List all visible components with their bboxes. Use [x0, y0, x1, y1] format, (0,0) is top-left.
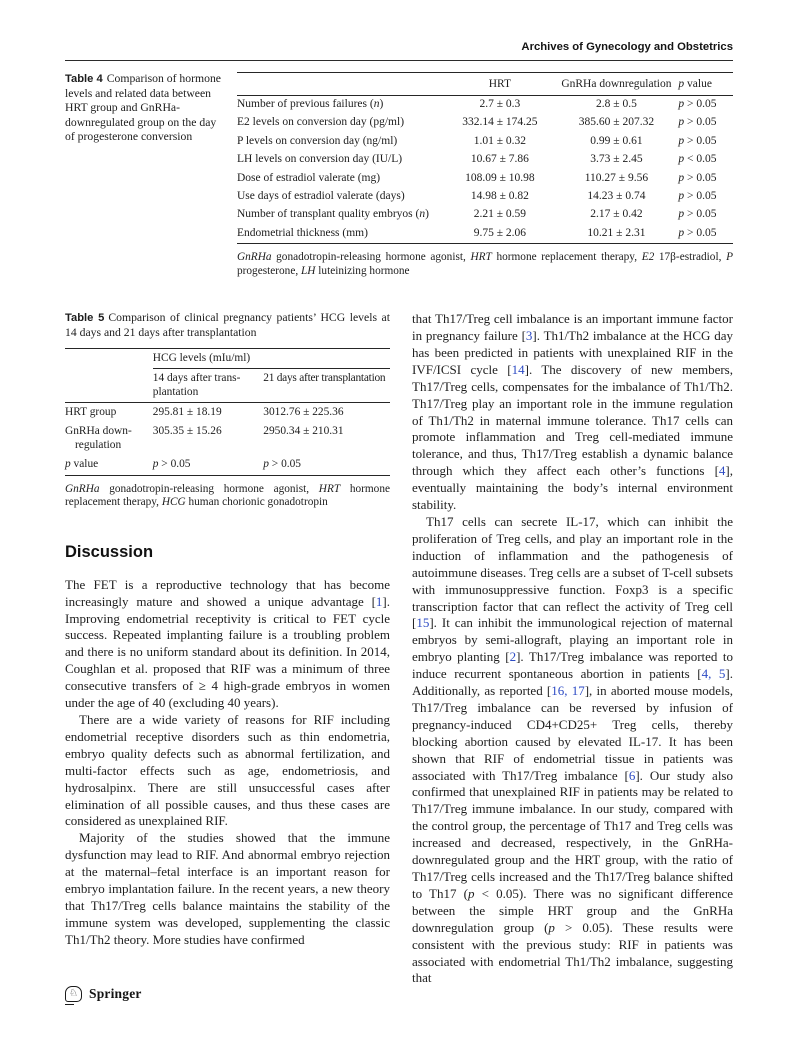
table4-head	[237, 73, 733, 96]
discussion-paragraph: There are a wide variety of reasons for RIF including endometrial receptive disorders such as thin endometria, embryo quality defects such as abnormal fertilization, and multi-factor effects such as age, endometriosis, and hydrosalpinx. There are still unsuccessful cases after elimination of all possible causes, and thus these cases are considered as unexplained RIF.	[65, 711, 390, 829]
table-cell: 108.09 ± 10.98	[465, 171, 535, 184]
table4-header-row	[237, 73, 733, 96]
table-row	[237, 133, 733, 151]
table5-group-header-row	[65, 348, 390, 368]
table-cell: 0.99 ± 0.61	[590, 134, 643, 147]
table-cell: 2.21 ± 0.59	[473, 208, 527, 221]
table-cell: 10.21 ± 2.31	[587, 226, 646, 239]
running-head	[65, 41, 733, 61]
table-cell: E2 levels on conversion day (pg/ml)	[237, 116, 405, 129]
table5-subheader-row	[65, 369, 390, 403]
table4-caption-label: Table 4	[65, 73, 103, 85]
table5-group-header: HCG levels (mIu/ml)	[153, 348, 390, 368]
table-cell: p > 0.05	[152, 458, 191, 471]
discussion-paragraph: Majority of the studies showed that the immune dysfunction may lead to RIF. And abnormal embryo rejection at the maternal–fetal interface is an important reason for embryo implantation failure. In the recent years, a new theory that Th17/Treg cells balance maintains the stability of the immune system was developed, supplementing the classic Th1/Th2 theory. More studies have confirmed	[65, 830, 390, 947]
table-cell: p > 0.05	[678, 190, 717, 203]
table5	[65, 348, 390, 476]
table-cell: 10.67 ± 7.86	[470, 153, 529, 166]
table4-caption-text: Comparison of hormone levels and related data between HRT group and GnRHa-downregulated group on the day of progesterone conversion	[65, 72, 221, 144]
table-cell: 2.8 ± 0.5	[596, 98, 637, 111]
table-cell: 2.17 ± 0.42	[590, 208, 643, 221]
citation-link[interactable]: 14	[511, 361, 525, 377]
table-header-cell	[237, 73, 445, 96]
discussion-paragraph: The FET is a reproductive technology that has become increasingly mature and showed a unique advantage [1]. Improving endometrial receptivity is critical to FET cycle success. Repeated implanting failure is a troubling problem and there is no uniform standard about its definition. In 2014, Coughlan et al. proposed that RIF was a minimum of three consecutive transfers of ≥ 4 high-grade embryos in women under the age of 40 (excluding 40 years).	[65, 576, 390, 711]
two-column-text	[65, 311, 733, 987]
table-cell: 9.75 ± 2.06	[473, 226, 527, 239]
table-header-cell: p value	[678, 77, 712, 90]
citation-link[interactable]: 4, 5	[701, 666, 726, 682]
table-cell: Use days of estradiol valerate (days)	[237, 190, 405, 203]
table5-col-header: 21 days after transplantation	[263, 372, 386, 385]
discussion-heading: Discussion	[65, 542, 154, 561]
table-row	[237, 114, 733, 132]
table-cell: 3.73 ± 2.45	[590, 153, 643, 166]
citation-link[interactable]: 2	[509, 649, 517, 665]
table5-head	[65, 348, 390, 402]
table-row	[65, 402, 390, 422]
right-column	[412, 311, 733, 987]
citation-link[interactable]: 4	[718, 463, 726, 479]
citation-link[interactable]: 16, 17	[551, 683, 585, 699]
table5-caption	[65, 311, 390, 341]
table-row	[237, 188, 733, 206]
table-cell: 14.23 ± 0.74	[587, 190, 646, 203]
journal-title: Archives of Gynecology and Obstetrics	[521, 41, 733, 53]
table5-blank-cell	[65, 348, 153, 368]
table-cell: p value	[65, 458, 99, 471]
table4-caption	[65, 72, 225, 278]
table-cell: 295.81 ± 18.19	[152, 405, 222, 418]
table-cell: p < 0.05	[678, 153, 717, 166]
table-cell: p > 0.05	[678, 226, 717, 239]
table5-caption-text: Comparison of clinical pregnancy patients’ HCG levels at 14 days and 21 days after transplantation	[65, 311, 390, 339]
publisher-footer	[65, 986, 142, 1002]
table-cell: 2.7 ± 0.3	[479, 98, 521, 111]
table-cell: 1.01 ± 0.32	[473, 134, 527, 147]
table-cell: p > 0.05	[678, 134, 717, 147]
table5-caption-label: Table 5	[65, 312, 105, 325]
citation-link[interactable]: 1	[375, 593, 383, 609]
table-cell: Number of previous failures (n)	[237, 98, 384, 111]
table-cell: p > 0.05	[678, 98, 717, 111]
table-row	[237, 169, 733, 187]
table-cell: 2950.34 ± 210.31	[263, 425, 344, 438]
table4-footnote: GnRHa gonadotropin-releasing hormone agonist, HRT hormone replacement therapy, E2 17β-estradiol, P progesterone, LH luteinizing hormone	[237, 250, 733, 277]
table-cell: P levels on conversion day (ng/ml)	[237, 134, 398, 147]
discussion-paragraph: Th17 cells can secrete IL-17, which can inhibit the proliferation of Treg cells, and play an important role in the induction of inflammation and the pathogenesis of autoimmune diseases. Treg cells are a subset of T-cell subsets with immunosuppressive function. Foxp3 is a specific transcription factor that can reflect the activity of Treg cell [15]. It can inhibit the immunological rejection of maternal embryos by semi-allograft, playing an important role in embryo planting [2]. Th17/Treg imbalance was reported to induce recurrent spontaneous abortion in patients [4, 5]. Additionally, as reported [16, 17], in aborted mouse models, Th17/Treg imbalance can be reversed by infusion of pregnancy-induced CD4+CD25+ Treg cells, thereby blocking abortion caused by elevated IL-17. It has been shown that RIF of endometrial tissue in patients was associated with Th17/Treg imbalance [6]. Our study also confirmed that unexplained RIF in patients may be related to Th17/Treg immune imbalance. In our study, compared with the control group, the percentage of Th17 and Treg cells was increased and decreased, respectively, in the GnRHa-downregulated group and the HRT group, with the ratio of Th17/Treg cells increased and the Th17/Treg balance shifted to Th17 (p < 0.05). There was no significant difference between the simple HRT group and the GnRHa downregulation group (p > 0.05). These results were consistent with the previous study: RIF in patients was associated with endometrial Th1/Th2 imbalance, suggesting that	[412, 513, 734, 986]
publisher-name: Springer	[89, 986, 142, 1001]
table5-body	[65, 402, 390, 475]
table5-blank-cell	[65, 369, 153, 403]
table-cell: p > 0.05	[678, 116, 717, 129]
table-row	[237, 95, 733, 114]
table4-area	[237, 72, 733, 278]
table-cell: Number of transplant quality embryos (n)	[237, 208, 429, 221]
table-header-cell: GnRHa downregulation	[561, 77, 672, 90]
left-column	[65, 311, 390, 949]
springer-horse-logo: ♘	[65, 986, 82, 1002]
table-cell: 110.27 ± 9.56	[584, 171, 649, 184]
table4-section	[65, 72, 733, 278]
table-row	[237, 206, 733, 224]
table-cell: p > 0.05	[678, 171, 717, 184]
table-cell: p > 0.05	[263, 458, 302, 471]
table-cell: HRT group	[65, 405, 117, 418]
table-cell: 385.60 ± 207.32	[578, 116, 655, 129]
table-cell: 3012.76 ± 225.36	[263, 405, 344, 418]
table-row	[237, 151, 733, 169]
table-cell: p > 0.05	[678, 208, 717, 221]
table-cell: GnRHa down-regulation	[65, 425, 132, 451]
citation-link[interactable]: 6	[628, 767, 636, 783]
table4-body	[237, 95, 733, 243]
table-row	[65, 455, 390, 475]
discussion-paragraph: that Th17/Treg cell imbalance is an important immune factor in pregnancy failure [3]. Th1/Th2 imbalance at the HCG day has been predicted in patients with unexplained RIF in the IVF/ICSI cycle [14]. The discovery of new members, Th17/Treg cells, compensates for the imbalance of Th1/Th2. Th17/Treg play an important role in the immune regulation of Th1/Th2 in maternal immune tolerance. Th17 cells can promote inflammation and Treg cell-mediated immune tolerance, and thus, Th17/Treg establish a dynamic balance through which they affect each other’s functions [4], eventually maintaining the body’s internal environment stability.	[412, 311, 733, 513]
citation-link[interactable]: 3	[525, 328, 533, 344]
table-cell: Dose of estradiol valerate (mg)	[237, 171, 381, 184]
table4	[237, 72, 733, 244]
table-cell: 332.14 ± 174.25	[462, 116, 538, 129]
table5-col-header: 14 days after trans-plantation	[152, 372, 241, 398]
table-cell: LH levels on conversion day (IU/L)	[237, 153, 403, 166]
table-row	[237, 225, 733, 244]
citation-link[interactable]: 15	[416, 615, 430, 631]
table5-footnote: GnRHa gonadotropin-releasing hormone agonist, HRT hormone replacement therapy, HCG human chorionic gonadotropin	[65, 482, 390, 509]
table-cell: 14.98 ± 0.82	[470, 190, 529, 203]
table-cell: Endometrial thickness (mm)	[237, 226, 368, 239]
table-cell: 305.35 ± 15.26	[152, 425, 222, 438]
table-header-cell: HRT	[488, 77, 512, 90]
table-row	[65, 422, 390, 455]
